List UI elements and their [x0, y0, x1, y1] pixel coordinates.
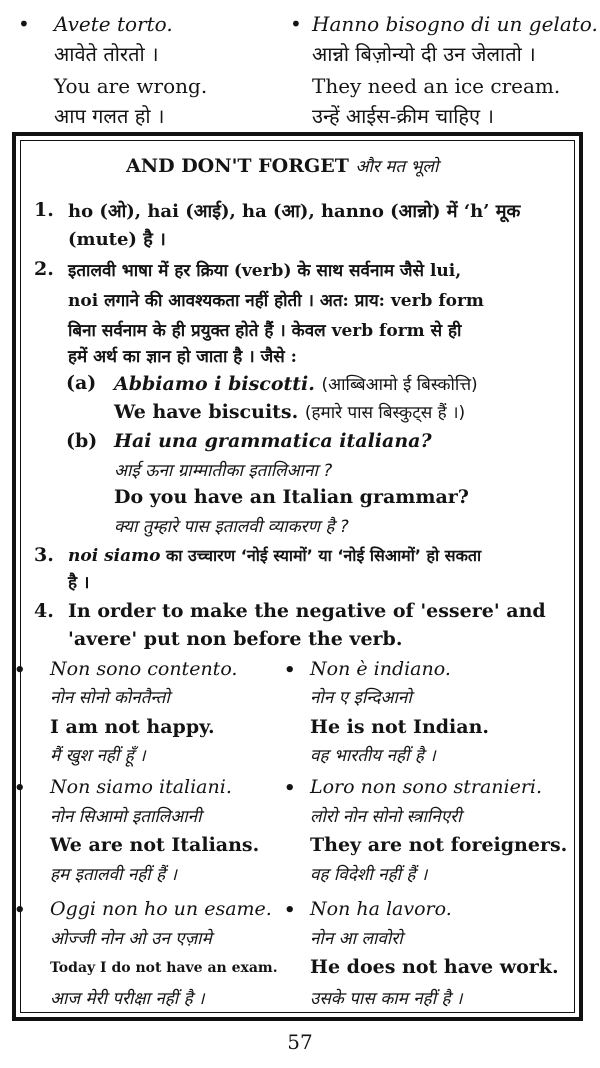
page-number: 57 — [287, 1030, 313, 1054]
bullet: • — [290, 12, 302, 36]
example-a-line-1 — [114, 372, 478, 395]
bullet: • — [18, 12, 30, 36]
bullet: • — [14, 900, 26, 921]
example-b-hindi: क्या तुम्हारे पास इतालवी व्याकरण है ? — [114, 517, 349, 537]
ex3-hindi: हम इतालवी नहीं हैं । — [50, 865, 177, 885]
item-3-line-2: है । — [68, 573, 90, 593]
top-right-hindi-translit: आन्नो बिज़ोन्यो दी उन जेलातो । — [312, 42, 536, 66]
item-1-line-1: ho (ओ), hai (आई), ha (आ), hanno (आन्नो) में ‘h’ मूक — [68, 201, 521, 222]
item-4-line-2: 'avere' put non before the verb. — [68, 628, 403, 650]
item-3-line-1 — [68, 544, 481, 566]
bullet: • — [284, 900, 296, 921]
example-a-english: We have biscuits. — [114, 401, 299, 423]
box-heading — [126, 154, 438, 177]
ex6-hindi-translit: नोन आ लावोरो — [310, 929, 403, 949]
item-2-line-4: हमें अर्थ का ज्ञान हो जाता है । जैसे : — [68, 347, 297, 367]
ex1-english: I am not happy. — [50, 716, 215, 738]
example-b-italian: Hai una grammatica italiana? — [114, 430, 432, 452]
ex4-hindi: वह विदेशी नहीं हैं । — [310, 865, 428, 885]
item-number-2: 2. — [34, 258, 54, 280]
ex5-hindi-translit: ओज्जी नोन ओ उन एज़ामे — [50, 929, 212, 949]
bullet: • — [284, 778, 296, 799]
ex3-italian: Non siamo italiani. — [50, 776, 232, 798]
item-3-italian: noi siamo — [68, 546, 161, 566]
ex5-hindi: आज मेरी परीक्षा नहीं है । — [50, 989, 205, 1009]
top-left-hindi-translit: आवेते तोरतो । — [54, 42, 159, 66]
example-b-hindi-translit: आई ऊना ग्राम्मातीका इतालिआना ? — [114, 461, 333, 481]
ex6-hindi: उसके पास काम नहीं है । — [310, 989, 463, 1009]
ex2-hindi: वह भारतीय नहीं है । — [310, 746, 436, 766]
bullet: • — [14, 778, 26, 799]
ex3-hindi-translit: नोन सिआमो इतालिआनी — [50, 807, 202, 827]
example-b-english: Do you have an Italian grammar? — [114, 486, 469, 508]
ex4-italian: Loro non sono stranieri. — [310, 776, 543, 798]
top-examples — [0, 10, 600, 128]
top-right-italian: Hanno bisogno di un gelato. — [312, 12, 598, 36]
top-left-italian: Avete torto. — [54, 12, 173, 36]
sub-label-a: (a) — [66, 372, 97, 394]
item-number-1: 1. — [34, 199, 54, 221]
ex1-hindi: मैं खुश नहीं हूँ । — [50, 746, 146, 766]
top-right-hindi: उन्हें आईस-क्रीम चाहिए । — [312, 104, 494, 128]
ex1-hindi-translit: नोन सोनो कोनतैन्तो — [50, 688, 170, 708]
ex6-italian: Non ha lavoro. — [310, 898, 452, 920]
example-a-hindi-translit: (आब्बिआमो ई बिस्कोत्ति) — [321, 375, 478, 395]
ex1-italian: Non sono contento. — [50, 658, 238, 680]
bullet: • — [284, 660, 296, 681]
ex5-italian: Oggi non ho un esame. — [50, 898, 272, 920]
item-3-hindi: का उच्चारण ‘नोई स्यामों’ या ‘नोई सिआमों’ हो सकता — [160, 546, 482, 565]
item-1-line-2: (mute) है । — [68, 229, 166, 250]
box-heading-english: AND DON'T FORGET — [126, 155, 349, 177]
item-number-4: 4. — [34, 600, 54, 622]
example-a-hindi: (हमारे पास बिस्कुट्स हैं ।) — [304, 403, 466, 423]
ex6-english: He does not have work. — [310, 956, 559, 978]
ex2-italian: Non è indiano. — [310, 658, 451, 680]
item-2-line-3: बिना सर्वनाम के ही प्रयुक्त होते हैं । केवल verb form से ही — [68, 321, 462, 341]
example-a-line-2 — [114, 400, 465, 423]
ex2-hindi-translit: नोन ए इन्दिआनो — [310, 688, 412, 708]
box-heading-hindi: और मत भूलो — [355, 157, 439, 177]
top-left-hindi: आप गलत हो । — [54, 104, 165, 128]
ex2-english: He is not Indian. — [310, 716, 490, 738]
item-2-line-1: इतालवी भाषा में हर क्रिया (verb) के साथ सर्वनाम जैसे lui, — [68, 261, 462, 281]
item-number-3: 3. — [34, 544, 54, 566]
ex4-hindi-translit: लोरो नोन सोनो स्त्रानिएरी — [310, 807, 462, 827]
sub-label-b: (b) — [66, 430, 98, 452]
example-a-italian: Abbiamo i biscotti. — [114, 373, 315, 395]
item-4-line-1: In order to make the negative of 'essere' and — [68, 600, 546, 622]
ex5-english: Today I do not have an exam. — [50, 960, 278, 976]
ex4-english: They are not foreigners. — [310, 834, 568, 856]
top-right-english: They need an ice cream. — [312, 74, 561, 98]
bullet: • — [14, 660, 26, 681]
item-2-line-2: noi लगाने की आवश्यकता नहीं होती । अत: प्राय: verb form — [68, 291, 484, 311]
ex3-english: We are not Italians. — [50, 834, 260, 856]
top-left-english: You are wrong. — [54, 74, 208, 98]
